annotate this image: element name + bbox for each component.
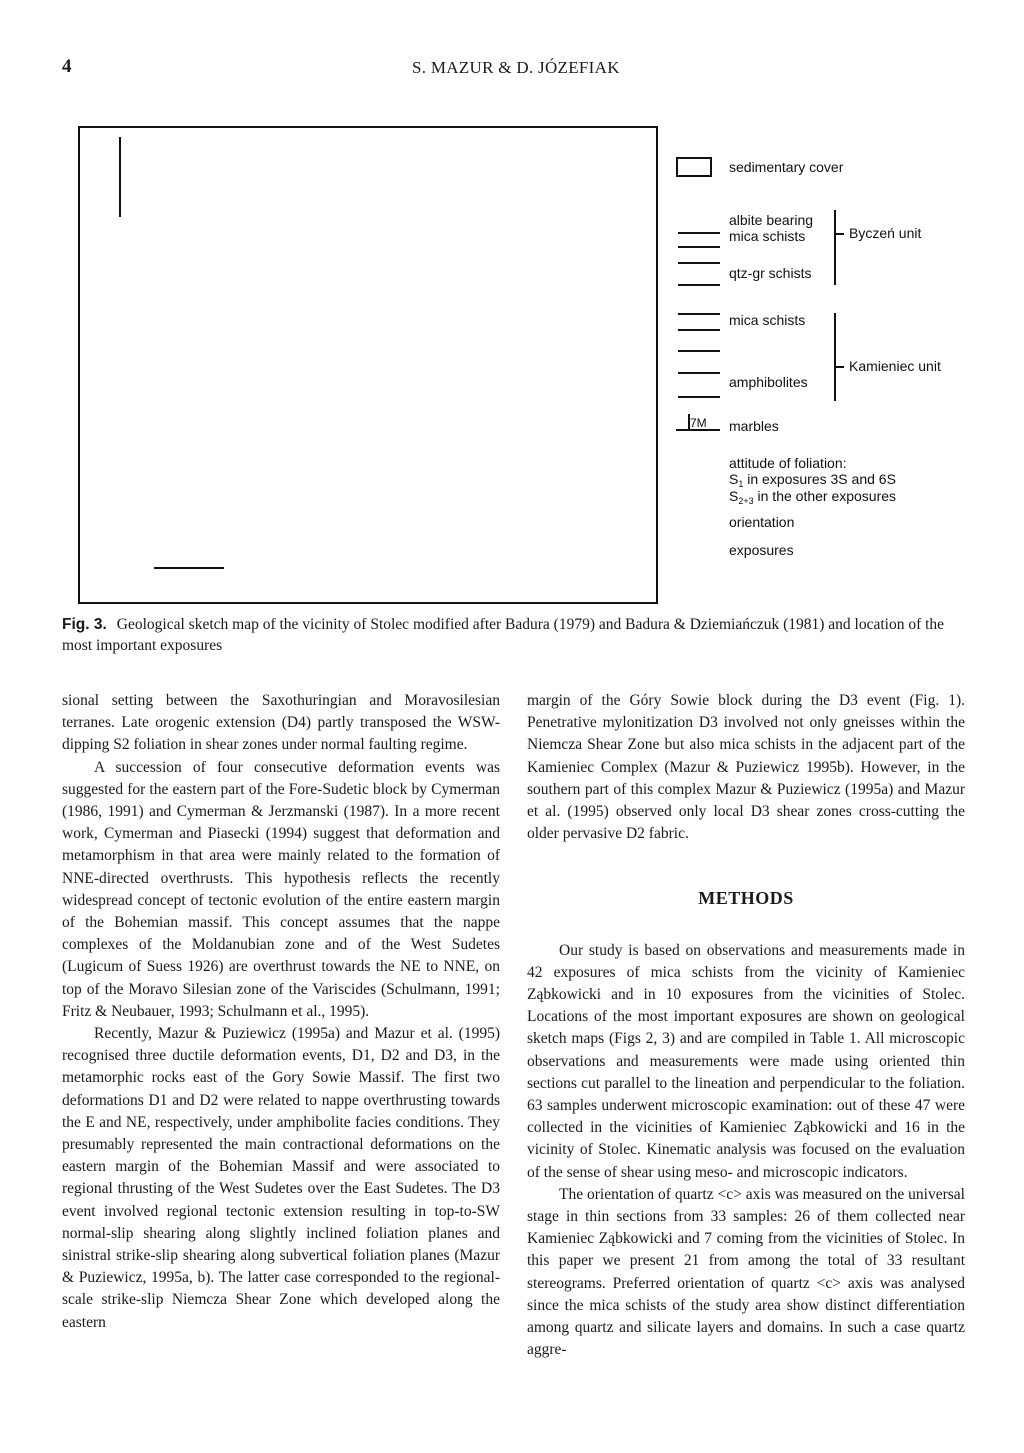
legend-qtz-label: qtz-gr schists bbox=[729, 265, 812, 281]
legend-marbles-symbol: 7M bbox=[690, 416, 707, 430]
legend-albite-swatch-line bbox=[678, 246, 720, 248]
legend-sedimentary-label: sedimentary cover bbox=[729, 159, 844, 175]
legend-foliation-title: attitude of foliation: bbox=[729, 455, 847, 471]
legend-mica-swatch-line bbox=[678, 313, 720, 315]
page-number: 4 bbox=[62, 56, 72, 77]
legend-kamieniec-unit: Kamieniec unit bbox=[849, 358, 941, 374]
map-scale-bar bbox=[154, 567, 224, 569]
legend-byczen-bracket bbox=[834, 210, 836, 285]
paragraph: sional setting between the Saxothuringian and Moravosilesian terranes. Late orogenic extension (D4) partly transposed the WSW-dipping S2 foliation in shear zones under normal faulting regime. bbox=[62, 692, 500, 754]
legend-albite-swatch-line bbox=[678, 232, 720, 234]
body-column-left bbox=[62, 690, 500, 1334]
legend-exposures-label: exposures bbox=[729, 542, 794, 558]
paragraph: Recently, Mazur & Puziewicz (1995a) and Mazur et al. (1995) recognised three ductile deformation events, D1, D2 and D3, in the metamorphic rocks east of the Gory Sowie Massif. The first two deformations D1 and D2 were related to nappe overthrusting towards the E and NE, respectively, under amphibolite facies conditions. They presumably represented the main contractional deformations on the eastern margin of the Bohemian Massif and were associated to regional thrusting of the West Sudetes over the East Sudetes. The D3 event involved regional tectonic extension resulting in top-to-SW normal-slip shearing along slightly inclined foliation planes and sinistral strike-slip shearing along subvertical foliation planes (Mazur & Puziewicz, 1995a, b). The latter case corresponded to the regional-scale strike-slip Niemcza Shear Zone which developed along the eastern bbox=[62, 1025, 500, 1331]
paragraph: Our study is based on observations and measurements made in 42 exposures of mica schists from the vicinity of Kamieniec Ząbkowicki and in 10 exposures from the vicinities of Stolec. Locations of the most important exposures are shown on geological sketch maps (Figs 2, 3) and are compiled in Table 1. All microscopic observations and measurements were made using oriented thin sections cut parallel to the lineation and perpendicular to the foliation. 63 samples underwent microscopic examination: out of these 47 were collected in the vicinities of Kamieniec Ząbkowicki and 16 in the vicinity of Stolec. Kinematic analysis was focused on the evaluation of the sense of shear using meso- and microscopic indicators. bbox=[527, 941, 965, 1181]
legend-foliation-s1: $S_1$ in exposures 3S and 6S bbox=[729, 471, 896, 489]
figure-caption bbox=[62, 614, 962, 656]
legend-amphibolite-swatch-line bbox=[678, 396, 720, 398]
figure-caption-label: Fig. 3. bbox=[62, 616, 107, 633]
legend-mica-label: mica schists bbox=[729, 312, 806, 328]
legend-albite-label-2: mica schists bbox=[729, 228, 806, 244]
legend-orientation-label: orientation bbox=[729, 514, 795, 530]
legend-qtz-swatch-line bbox=[678, 262, 720, 264]
paragraph: margin of the Góry Sowie block during the D3 event (Fig. 1). Penetrative mylonitization D3 involved not only gneisses within the Niemcza Shear Zone but also mica schists in the adjacent part of the Kamieniec Complex (Mazur & Puziewicz 1995b). However, in the southern part of this complex Mazur & Puziewicz (1995a) and Mazur et al. (1995) observed only local D3 shear zones cross-cutting the older pervasive D2 fabric. bbox=[527, 692, 965, 843]
paragraph: The orientation of quartz <c> axis was measured on the universal stage in thin sections from 33 samples: 26 of them collected near Kamieniec Ząbkowicki and 7 coming from the vicinities of Stolec. In this paper we present 21 from among the total of 33 resultant stereograms. Preferred orientation of quartz <c> axis was analysed since the mica schists of the study area show distinct differentiation among quartz and silicate layers and domains. In such a case quartz aggre- bbox=[527, 1185, 965, 1359]
section-heading-methods: METHODS bbox=[698, 888, 794, 909]
legend-byczen-unit: Byczeń unit bbox=[849, 225, 922, 241]
legend-kamieniec-tick bbox=[834, 366, 844, 368]
figure-caption-text: Geological sketch map of the vicinity of Stolec modified after Badura (1979) and Badura & Dziemiańczuk (1981) and location of the most important exposures bbox=[62, 616, 945, 654]
legend-albite-label-1: albite bearing bbox=[729, 212, 814, 228]
paragraph: A succession of four consecutive deformation events was suggested for the eastern part of the Fore-Sudetic block by Cymerman (1986, 1991) and Cymerman & Jerzmanski (1987). In a more recent work, Cymerman and Piasecki (1994) suggest that deformation and metamorphism in that area were mainly related to the formation of NNE-directed overthrusts. This hypothesis reflects the recently widespread concept of tectonic evolution of the entire eastern margin of the Bohemian massif. This concept assumes that the nappe complexes of the Moldanubian zone and of the West Sudetes (Lugicum of Suess 1926) are overthrust towards the NE to NNE, on top of the Moravo Silesian zone of the Variscides (Schulmann, 1991; Fritz & Neubauer, 1993; Schulmann et al., 1995). bbox=[62, 758, 500, 1020]
legend-amphibolite-swatch-line bbox=[678, 350, 720, 352]
legend-kamieniec-bracket bbox=[834, 313, 836, 401]
map-boundary-line bbox=[119, 137, 121, 217]
legend-mica-swatch-line bbox=[678, 329, 720, 331]
legend-qtz-swatch-line bbox=[678, 284, 720, 286]
legend-amphibolite-label: amphibolites bbox=[729, 374, 808, 390]
legend-byczen-tick bbox=[834, 233, 844, 235]
legend-marbles-swatch-tail bbox=[676, 429, 690, 431]
legend-sedimentary-swatch bbox=[676, 157, 712, 177]
legend-amphibolite-swatch-line bbox=[678, 372, 720, 374]
figure-map-frame bbox=[78, 126, 658, 604]
running-header-authors: S. MAZUR & D. JÓZEFIAK bbox=[412, 58, 620, 77]
legend-marbles-label: marbles bbox=[729, 418, 779, 434]
body-column-right bbox=[527, 690, 965, 1361]
legend-foliation-s23: $S_{2+3}$ in the other exposures bbox=[729, 488, 897, 506]
